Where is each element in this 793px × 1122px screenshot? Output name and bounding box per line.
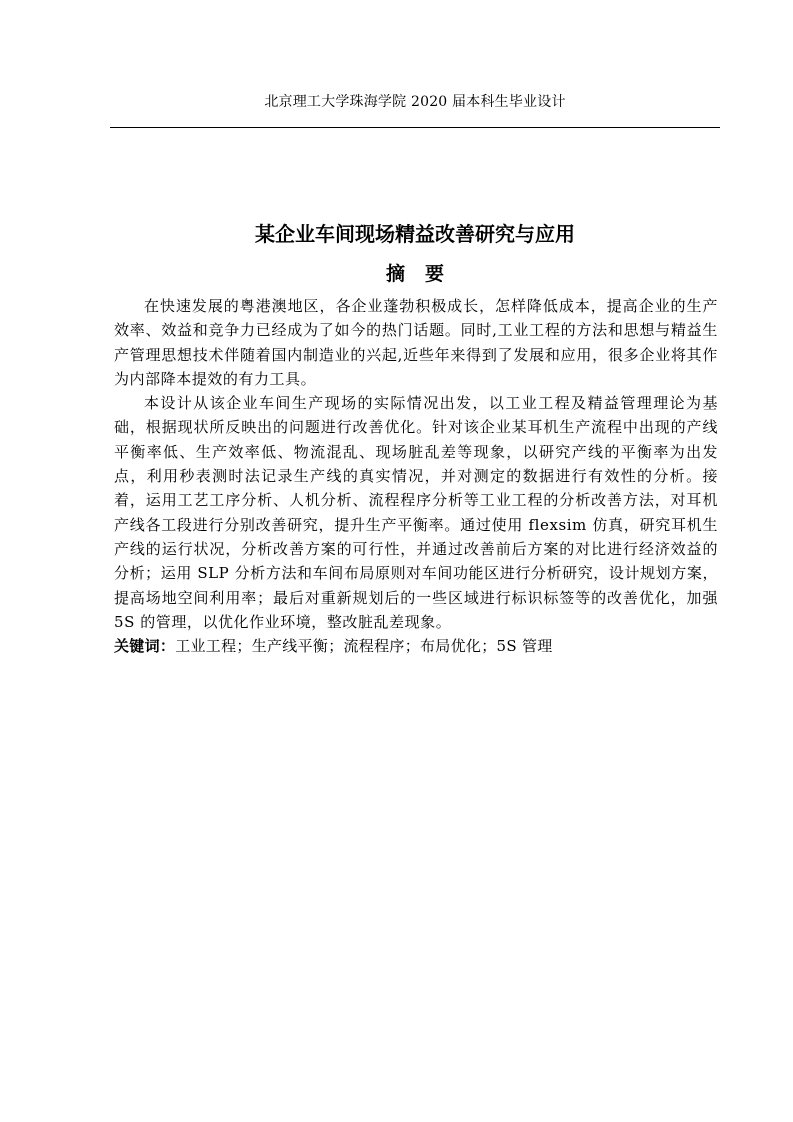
thesis-title: 某企业车间现场精益改善研究与应用 bbox=[255, 222, 575, 246]
abstract-body bbox=[114, 294, 718, 658]
abstract-heading: 摘要 bbox=[385, 263, 464, 285]
keywords-list: 工业工程；生产线平衡；流程程序；布局优化；5S 管理 bbox=[175, 637, 553, 656]
running-header: 北京理工大学珠海学院 2020 届本科生毕业设计 bbox=[264, 94, 566, 110]
abstract-paragraph: 本设计从该企业车间生产现场的实际情况出发，以工业工程及精益管理理论为基础，根据现状所反映出的问题进行改善优化。针对该企业某耳机生产流程中出现的产线平衡率低、生产效率低、物流混乱、现场脏乱差等现象，以研究产线的平衡率为出发点，利用秒表测时法记录生产线的真实情况，并对测定的数据进行有效性的分析。接着，运用工艺工序分析、人机分析、流程程序分析等工业工程的分析改善方法，对耳机产线各工段进行分别改善研究，提升生产平衡率。通过使用 flexsim 仿真，研究耳机生产线的运行状况，分析改善方案的可行性，并通过改善前后方案的对比进行经济效益的分析；运用 SLP 分析方法和车间布局原则对车间功能区进行分析研究，设计规划方案，提高场地空间利用率；最后对重新规划后的一些区域进行标识标签等的改善优化，加强 5S 的管理，以优化作业环境，整改脏乱差现象。 bbox=[114, 394, 718, 631]
abstract-paragraph: 在快速发展的粤港澳地区，各企业蓬勃积极成长，怎样降低成本，提高企业的生产效率、效益和竞争力已经成为了如今的热门话题。同时,工业工程的方法和思想与精益生产管理思想技术伴随着国内制造业的兴起,近些年来得到了发展和应用，很多企业将其作为内部降本提效的有力工具。 bbox=[114, 297, 718, 388]
header-divider bbox=[110, 127, 720, 128]
keywords-label: 关键词： bbox=[114, 637, 176, 656]
keywords-line bbox=[114, 634, 718, 658]
